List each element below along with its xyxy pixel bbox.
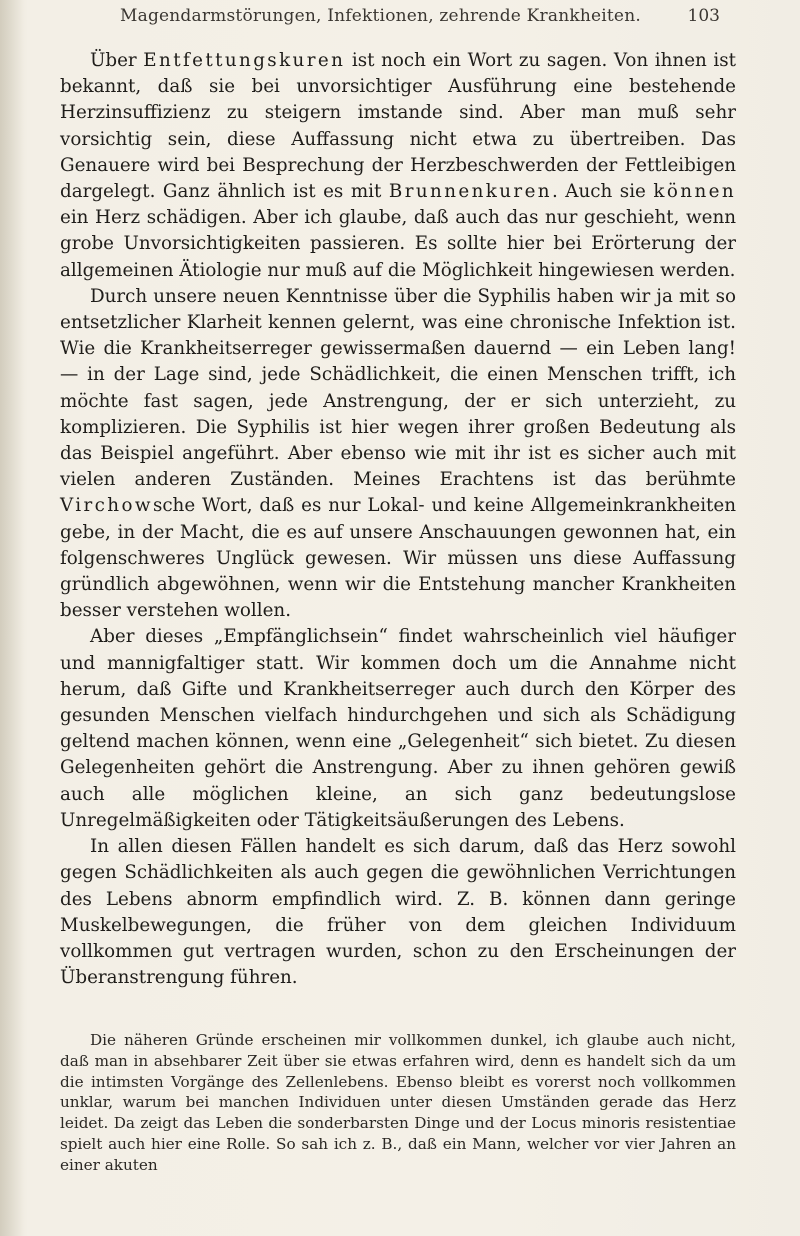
body-paragraph (60, 834, 736, 991)
text-run: Über (90, 50, 144, 71)
body-paragraph (60, 48, 736, 284)
footnote-paragraph: Die näheren Gründe erscheinen mir vollkommen dunkel, ich glaube auch nicht, daß man in absehbarer Zeit über sie etwas erfahren wird, denn es handelt sich da um die intimsten Vorgänge des Zellenlebens. Ebenso bleibt es vorerst noch vollkommen unklar, warum bei manchen Individuen unter diesen Umständen gerade das Herz leidet. Da zeigt das Leben die sonderbarsten Dinge und der Locus minoris resistentiae spielt auch hier eine Rolle. So sah ich z. B., daß ein Mann, welcher vor vier Jahren an einer akuten (60, 1031, 736, 1174)
body-text (60, 48, 736, 991)
text-run: Durch unsere neuen Kenntnisse über die Syphilis haben wir ja mit so entsetzlicher Klarheit kennen gelernt, was eine chronische Infektion ist. Wie die Krankheitserreger gewissermaßen dauernd — ein Leben lang! — in der Lage sind, jede Schädlichkeit, die einen Menschen trifft, ich möchte fast sagen, jede Anstrengung, der er sich unterzieht, zu komplizieren. Die Syphilis ist hier wegen ihrer großen Bedeutung als das Beispiel angeführt. Aber ebenso wie mit ihr ist es sicher auch mit vielen anderen Zuständen. Meines Erachtens ist das berühmte (60, 285, 736, 491)
text-run: Aber dieses „Empfänglichsein“ findet wahrscheinlich viel häufiger und mannigfaltiger statt. Wir kommen doch um die Annahme nicht herum, daß Gifte und Krankheitserreger auch durch den Körper des gesunden Menschen vielfach hindurchgehen und sich als Schädigung geltend machen können, wenn eine „Gelegenheit“ sich bietet. Zu diesen Gelegenheiten gehört die Anstrengung. Aber zu ihnen gehören gewiß auch alle möglichen kleine, an sich ganz bedeutungslose Unregelmäßigkeiten oder Tätigkeitsäußerungen des Lebens. (60, 626, 736, 831)
text-run: sche Wort, daß es nur Lokal- und keine Allgemeinkrankheiten gebe, in der Macht, die es auf unsere Anschauungen gewonnen hat, ein folgenschweres Unglück gewesen. Wir müssen uns diese Auffassung gründlich abgewöhnen, wenn wir die Entstehung mancher Krankheiten besser verstehen wollen. (60, 495, 736, 622)
text-run: ist noch ein Wort zu sagen. Von ihnen ist bekannt, daß sie bei unvorsichtiger Ausführung eine bestehende Herzinsuffizienz zu steigern imstande sind. Aber man muß sehr vorsichtig sein, diese Auffassung nicht etwa zu übertreiben. Das Genauere wird bei Besprechung der Herzbeschwerden der Fettleibigen dargelegt. Ganz ähnlich ist es mit (60, 50, 736, 203)
spaced-emphasis: Virchow (60, 495, 153, 517)
body-paragraph (60, 284, 736, 625)
running-head (120, 6, 720, 46)
binding-shadow (0, 0, 24, 1236)
text-run: In allen diesen Fällen handelt es sich darum, daß das Herz sowohl gegen Schädlichkeiten als auch gegen die gewöhnlichen Verrichtungen des Lebens abnorm empfindlich wird. Z. B. können dann geringe Muskelbewegungen, die früher von dem gleichen Individuum vollkommen gut vertragen wurden, schon zu den Erscheinungen der Überanstrengung führen. (60, 836, 736, 989)
running-title: Magendarmstörungen, Infektionen, zehrende Krankheiten. (120, 6, 641, 26)
text-run: . Auch sie (551, 181, 654, 203)
spaced-emphasis: können (653, 181, 737, 203)
text-run: ein Herz schädigen. Aber ich glaube, daß auch das nur geschieht, wenn grobe Unvorsichtigkeiten passieren. Es sollte hier bei Erörterung der allgemeinen Ätiologie nur muß auf die Möglichkeit hingewiesen werden. (60, 207, 736, 281)
footnote (60, 1030, 736, 1176)
body-paragraph (60, 624, 736, 834)
page-number: 103 (687, 6, 720, 26)
spaced-emphasis: Entfettungskuren (143, 50, 346, 71)
spaced-emphasis: Brunnenkuren (388, 181, 552, 203)
